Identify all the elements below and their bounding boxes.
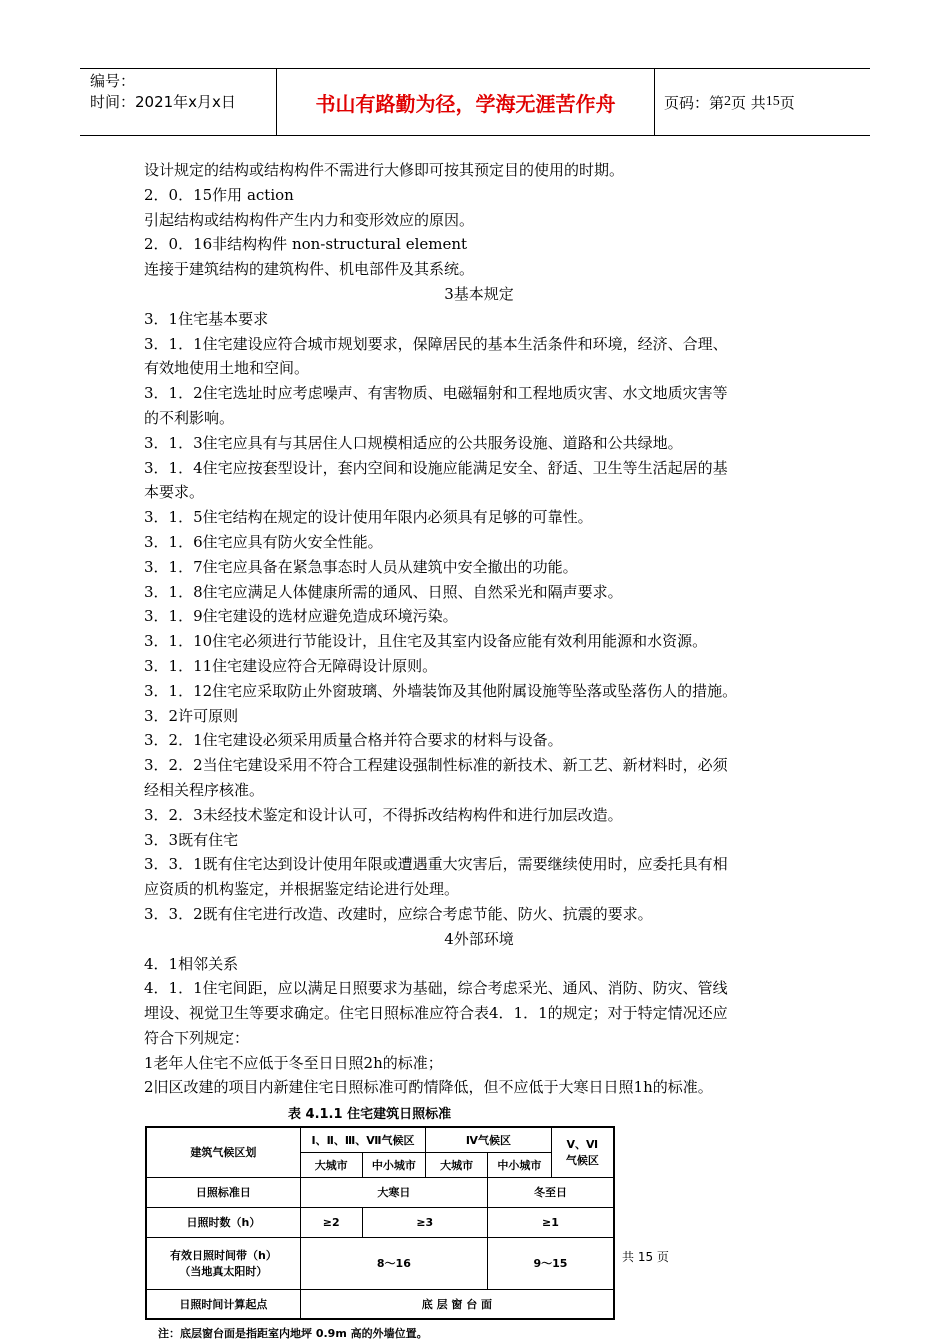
text-line: 埋设、视觉卫生等要求确定。住宅日照标准应符合表4．1．1的规定；对于特定情况还应 (144, 1004, 728, 1023)
text-line: 有效地使用土地和空间。 (144, 359, 310, 378)
header-meta (90, 71, 280, 113)
text-line: 3．1．7住宅应具备在紧急事态时人员从建筑中安全撤出的功能。 (144, 557, 578, 576)
table-cell: 日照标准日 (146, 1177, 300, 1207)
table-cell-line: （当地真太阳时） (179, 1265, 268, 1278)
table-row (146, 1289, 614, 1319)
table-cell: 大寒日 (300, 1177, 487, 1207)
table-row (146, 1237, 614, 1289)
table-header-cell: 建筑气候区划 (146, 1127, 300, 1177)
text-line: 经相关程序核准。 (144, 780, 265, 799)
text-line: 3．1．1住宅建设应符合城市规划要求，保障居民的基本生活条件和环境，经济、合理、 (144, 334, 728, 353)
sunlight-standard-table (145, 1126, 615, 1320)
text-line: 3．3．2既有住宅进行改造、改建时，应综合考虑节能、防火、抗震的要求。 (144, 904, 653, 923)
document-date: 时间：2021年x月x日 (90, 93, 236, 111)
table-cell-line: 有效日照时间带（h） (169, 1249, 277, 1262)
table-header-cell: 中小城市 (487, 1152, 551, 1177)
table-header-cell: 大城市 (426, 1152, 488, 1177)
header-divider (654, 69, 655, 135)
text-line: 设计规定的结构或结构构件不需进行大修即可按其预定目的使用的时期。 (144, 161, 625, 179)
text-line: 2．0．15作用 action (144, 185, 294, 204)
section-heading: 4．1相邻关系 (144, 954, 239, 973)
table-title: 表 4.1.1 住宅建筑日照标准 (288, 1107, 452, 1122)
table-header-cell: 中小城市 (362, 1152, 426, 1177)
table-header-cell: 大城市 (300, 1152, 362, 1177)
page-total: 15 (765, 94, 780, 109)
table-header-line: Ⅴ、Ⅵ (566, 1138, 599, 1152)
table-header-cell: Ⅳ气候区 (426, 1127, 551, 1152)
page-number-info (664, 69, 795, 135)
table-cell: 日照时数（h） (146, 1207, 300, 1237)
page-suffix: 页 (779, 93, 795, 112)
chapter-heading: 4外部环境 (444, 929, 514, 948)
text-line: 4．1．1住宅间距，应以满足日照要求为基础，综合考虑采光、通风、消防、防灾、管线 (144, 979, 728, 998)
text-line: 3．3．1既有住宅达到设计使用年限或遭遇重大灾害后，需要继续使用时，应委托具有相 (144, 855, 728, 874)
document-body (144, 158, 814, 1100)
section-heading: 3．2许可原则 (144, 706, 239, 725)
text-line: 3．1．6住宅应具有防火安全性能。 (144, 532, 383, 551)
table-cell (146, 1237, 300, 1289)
page-current: 2 (724, 94, 732, 109)
text-line: 3．1．5住宅结构在规定的设计使用年限内必须具有足够的可靠性。 (144, 508, 593, 527)
text-line: 应资质的机构鉴定，并根据鉴定结论进行处理。 (144, 880, 460, 899)
table-cell: 冬至日 (487, 1177, 614, 1207)
text-line: 3．2．1住宅建设必须采用质量合格并符合要求的材料与设备。 (144, 731, 563, 750)
text-line: 本要求。 (144, 483, 205, 502)
text-line: 连接于建筑结构的建筑构件、机电部件及其系统。 (144, 260, 475, 279)
page-prefix: 页码：第 (664, 93, 725, 112)
text-line: 3．2．2当住宅建设采用不符合工程建设强制性标准的新技术、新工艺、新材料时，必须 (144, 756, 728, 775)
page-header (80, 68, 870, 136)
text-line: 3．1．10住宅必须进行节能设计，且住宅及其室内设备应能有效利用能源和水资源。 (144, 632, 708, 651)
text-line: 3．1．3住宅应具有与其居住人口规模相适应的公共服务设施、道路和公共绿地。 (144, 433, 683, 452)
table-cell: ≥2 (300, 1207, 362, 1237)
text-line: 2旧区改建的项目内新建住宅日照标准可酌情降低，但不应低于大寒日日照1h的标准。 (144, 1078, 713, 1097)
table-cell: 9～15 (487, 1237, 614, 1289)
table-header-cell (551, 1127, 614, 1177)
text-line: 引起结构或结构构件产生内力和变形效应的原因。 (144, 210, 475, 229)
table-row (146, 1177, 614, 1207)
table-header-cell: Ⅰ、Ⅱ、Ⅲ、Ⅶ气候区 (300, 1127, 425, 1152)
text-line: 3．1．2住宅选址时应考虑噪声、有害物质、电磁辐射和工程地质灾害、水文地质灾害等 (144, 384, 728, 403)
table-cell: 8～16 (300, 1237, 487, 1289)
text-line: 3．1．12住宅应采取防止外窗玻璃、外墙装饰及其他附属设施等坠落或坠落伤人的措施。 (144, 681, 738, 700)
page-mid: 页 共 (731, 93, 766, 112)
table-cell: ≥1 (487, 1207, 614, 1237)
table-row (146, 1127, 614, 1152)
table-footnote: 注：底层窗台面是指距室内地坪 0.9m 高的外墙位置。 (158, 1327, 428, 1340)
table-cell: 日照时间计算起点 (146, 1289, 300, 1319)
text-line: 3．1．11住宅建设应符合无障碍设计原则。 (144, 656, 438, 675)
chapter-heading: 3基本规定 (444, 284, 514, 303)
text-line: 的不利影响。 (144, 408, 235, 427)
table-row (146, 1207, 614, 1237)
text-line: 2．0．16非结构构件 non-structural element (144, 235, 468, 254)
table-cell: ≥3 (362, 1207, 487, 1237)
header-motto: 书山有路勤为径，学海无涯苦作舟 (315, 91, 616, 116)
table-cell: 底 层 窗 台 面 (300, 1289, 614, 1319)
section-heading: 3．1住宅基本要求 (144, 309, 269, 328)
text-line: 1老年人住宅不应低于冬至日日照2h的标准； (144, 1053, 443, 1072)
text-line: 3．1．4住宅应按套型设计，套内空间和设施应能满足安全、舒适、卫生等生活起居的基 (144, 458, 728, 477)
text-line: 符合下列规定： (144, 1028, 250, 1047)
text-line: 3．1．8住宅应满足人体健康所需的通风、日照、自然采光和隔声要求。 (144, 582, 623, 601)
page-count-note: 共 15 页 (622, 1250, 669, 1264)
text-line: 3．1．9住宅建设的选材应避免造成环境污染。 (144, 607, 458, 626)
text-line: 3．2．3未经技术鉴定和设计认可，不得拆改结构构件和进行加层改造。 (144, 805, 623, 824)
document-number-label: 编号： (90, 72, 136, 90)
table-header-line: 气候区 (565, 1154, 599, 1168)
section-heading: 3．3既有住宅 (144, 830, 239, 849)
